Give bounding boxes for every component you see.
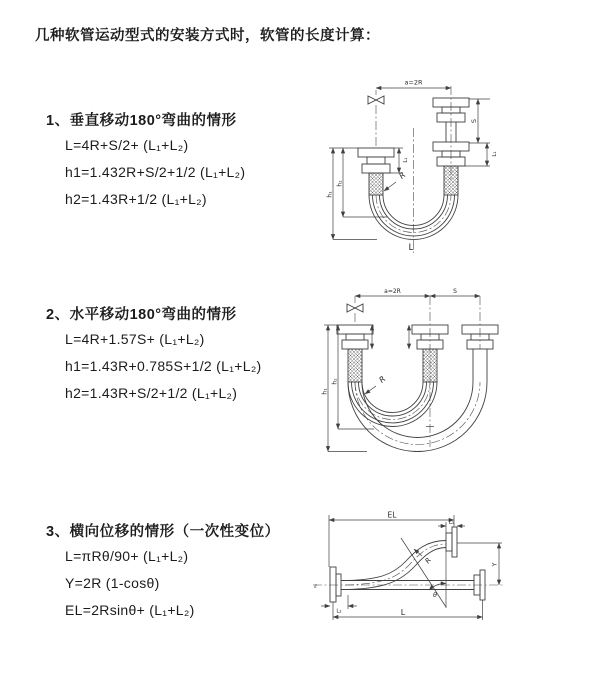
- dim-h1-label: h₁: [326, 191, 334, 198]
- diagram-vertical-180-bend: [313, 70, 533, 255]
- dim-l-label: L: [408, 243, 414, 253]
- dim-el-label: EL: [387, 510, 397, 520]
- dim-l-label: L: [400, 608, 406, 617]
- diagram-lateral-displacement: [303, 505, 600, 650]
- section3-heading: 3、横向位移的情形（一次性变位）: [46, 524, 280, 540]
- dim-theta-label: θ: [433, 591, 437, 599]
- dim-l1-left-label: L₁: [403, 157, 409, 163]
- section2-formula-h1: h1=1.43R+0.785S+1/2 (L₁+L₂): [65, 358, 262, 374]
- valve-icon: [347, 304, 363, 312]
- centerline-break-mark: z: [314, 583, 317, 590]
- dim-l1-label: L₁: [448, 520, 455, 526]
- dim-a2r-label: a=2R: [404, 78, 423, 87]
- dim-l1-right-label: L₁: [492, 151, 498, 157]
- section1-formula-h1: h1=1.432R+S/2+1/2 (L₁+L₂): [65, 164, 246, 180]
- dim-h1-label: h₁: [321, 388, 329, 395]
- dim-h2-label: h₂: [336, 180, 344, 187]
- braided-hose-left: [369, 173, 383, 195]
- page-title: 几种软管运动型式的安装方式时，软管的长度计算：: [35, 28, 380, 44]
- section3-formula-Y: Y=2R (1-cosθ): [65, 575, 160, 591]
- dim-a2r-label: a=2R: [384, 288, 401, 295]
- diagram-horizontal-180-bend: [312, 282, 587, 472]
- dim-r-label: R: [377, 374, 388, 385]
- dim-r-label: R: [397, 170, 408, 181]
- braided-hose-right: [444, 166, 458, 195]
- dim-l2-label: L₂: [336, 608, 342, 615]
- section2-heading: 2、水平移动180°弯曲的情形: [46, 307, 237, 323]
- section1-heading: 1、垂直移动180°弯曲的情形: [46, 113, 237, 129]
- section1-formula-L: L=4R+S/2+ (L₁+L₂): [65, 137, 189, 153]
- section2-formula-h2: h2=1.43R+S/2+1/2 (L₁+L₂): [65, 385, 238, 401]
- dim-s-label: S: [470, 118, 478, 124]
- section1-formula-h2: h2=1.43R+1/2 (L₁+L₂): [65, 191, 207, 207]
- section2-formula-L: L=4R+1.57S+ (L₁+L₂): [65, 331, 205, 347]
- dim-h2-label: h₂: [331, 378, 339, 385]
- flange-left: [337, 325, 373, 382]
- dim-r-label: R: [423, 556, 433, 566]
- valve-icon: [368, 96, 384, 104]
- section3-formula-L: L=πRθ/90+ (L₁+L₂): [65, 548, 189, 564]
- dim-s-label: S: [453, 288, 457, 295]
- section3-formula-EL: EL=2Rsinθ+ (L₁+L₂): [65, 602, 195, 618]
- dim-y-label: Y: [490, 562, 499, 567]
